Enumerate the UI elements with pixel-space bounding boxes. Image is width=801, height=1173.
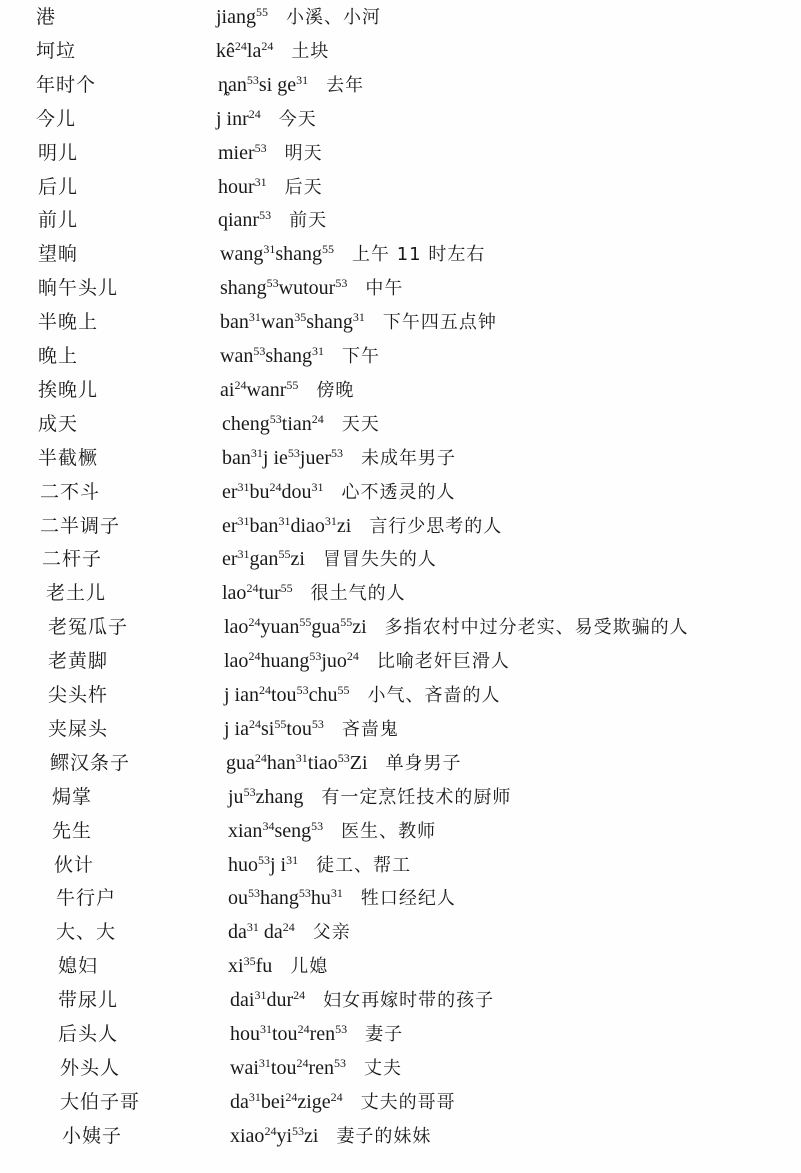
headword: 大、大 (56, 921, 117, 943)
syllable: tiao (307, 752, 338, 774)
entry-row (0, 238, 801, 271)
headword: 年时个 (36, 74, 97, 96)
tone-number: 53 (246, 73, 259, 87)
tone-number: 53 (311, 717, 324, 731)
syllable: chu (308, 684, 338, 706)
syllable: tou (272, 1023, 298, 1045)
syllable: ban (222, 447, 251, 469)
entry-row (0, 1120, 801, 1153)
entry-row (0, 577, 801, 610)
pronunciation (228, 781, 511, 814)
tone-number: 24 (248, 107, 261, 121)
tone-number: 53 (269, 412, 282, 426)
tone-number: 31 (237, 480, 250, 494)
pronunciation (216, 103, 317, 136)
syllable: lao (224, 616, 249, 638)
tone-number: 31 (330, 886, 343, 900)
pronunciation (228, 916, 351, 949)
headword: 二半调子 (40, 515, 121, 537)
pronunciation (222, 510, 502, 543)
headword: 鳏汉条子 (50, 752, 131, 774)
pronunciation (220, 306, 497, 339)
syllable: wutour (278, 277, 336, 299)
tone-number: 24 (264, 1124, 277, 1138)
tone-number: 31 (311, 480, 324, 494)
tone-number: 55 (280, 581, 293, 595)
syllable: yi (276, 1125, 292, 1147)
tone-number: 53 (335, 276, 348, 290)
gloss: 小溪、小河 (286, 7, 381, 28)
headword: 明儿 (38, 142, 79, 164)
tone-number: 53 (259, 208, 272, 222)
entry-row (0, 340, 801, 373)
syllable: shang (275, 243, 322, 265)
tone-number: 24 (269, 480, 282, 494)
tone-number: 24 (346, 649, 359, 663)
syllable: shang (220, 277, 267, 299)
gloss: 天天 (341, 414, 380, 435)
tone-number: 53 (287, 446, 300, 460)
entry-row (0, 747, 801, 780)
syllable: la (246, 40, 262, 62)
gloss: 冒冒失失的人 (322, 549, 437, 570)
tone-number: 24 (234, 378, 247, 392)
tone-number: 53 (258, 853, 270, 867)
gloss: 下午 (342, 346, 380, 367)
tone-number: 53 (334, 1056, 346, 1070)
syllable: er (222, 548, 238, 570)
syllable: kê (216, 40, 235, 62)
pronunciation (222, 408, 380, 441)
syllable: juer (299, 447, 331, 469)
tone-number: 53 (309, 649, 322, 663)
headword: 老黄脚 (48, 650, 109, 672)
gloss: 丈夫的哥哥 (360, 1092, 456, 1113)
entry-row (0, 882, 801, 915)
pronunciation (230, 1018, 403, 1051)
gloss: 父亲 (312, 922, 351, 943)
syllable: da (230, 1091, 249, 1113)
tone-number: 55 (256, 5, 268, 19)
pronunciation (228, 882, 456, 915)
syllable: han (266, 752, 296, 774)
syllable: shang (306, 311, 353, 333)
headword: 牛行户 (56, 887, 117, 909)
tone-number: 53 (266, 276, 279, 290)
gloss: 有一定烹饪技术的厨师 (321, 787, 512, 808)
tone-number: 31 (258, 1056, 271, 1070)
entry-row (0, 815, 801, 848)
entry-row (0, 1086, 801, 1119)
entry-row (0, 442, 801, 475)
headword: 港 (36, 6, 57, 28)
gloss: 心不透灵的人 (341, 482, 456, 503)
syllable: dai (230, 989, 255, 1011)
tone-number: 35 (294, 310, 307, 324)
syllable: si (261, 718, 275, 740)
tone-number: 24 (282, 920, 295, 934)
syllable: lao (222, 582, 247, 604)
entry-row (0, 543, 801, 576)
syllable: ban (220, 311, 249, 333)
entry-row (0, 69, 801, 102)
tone-number: 24 (234, 39, 247, 53)
entry-row (0, 408, 801, 441)
tone-number: 53 (335, 1022, 348, 1036)
syllable: juo (321, 650, 347, 672)
pronunciation (220, 340, 380, 373)
syllable: wan (220, 345, 254, 367)
tone-number: 24 (248, 615, 261, 629)
headword: 夹屎头 (48, 718, 109, 740)
syllable: ju (228, 786, 244, 808)
gloss: 明天 (284, 143, 323, 164)
pronunciation (230, 984, 494, 1017)
pronunciation (218, 171, 323, 204)
pronunciation (222, 577, 406, 610)
tone-number: 24 (246, 581, 259, 595)
tone-number: 35 (243, 954, 256, 968)
tone-number: 31 (260, 1022, 272, 1036)
pronunciation (218, 69, 364, 102)
headword: 二不斗 (40, 481, 101, 503)
headword: 大伯子哥 (60, 1091, 141, 1113)
tone-number: 24 (311, 412, 324, 426)
syllable: si (258, 74, 278, 96)
pronunciation (230, 1052, 402, 1085)
syllable: zhang (255, 786, 304, 808)
pronunciation (224, 611, 689, 644)
entry-row (0, 984, 801, 1017)
tone-number: 24 (296, 1056, 309, 1070)
headword: 小姨子 (62, 1125, 123, 1147)
pronunciation (216, 35, 329, 68)
headword: 半截橛 (38, 447, 99, 469)
tone-number: 31 (312, 344, 324, 358)
syllable: qianr (218, 209, 260, 231)
pronunciation (216, 1, 381, 34)
gloss: 言行少思考的人 (369, 516, 503, 537)
gloss: 去年 (326, 75, 365, 96)
headword: 伙计 (54, 854, 95, 876)
gloss: 妻子 (365, 1024, 404, 1045)
headword: 前儿 (38, 209, 79, 231)
syllable: dur (266, 989, 294, 1011)
headword: 晚上 (38, 345, 79, 367)
tone-number: 24 (297, 1022, 310, 1036)
syllable: huo (228, 854, 258, 876)
tone-number: 53 (298, 886, 311, 900)
headword: 外头人 (60, 1057, 121, 1079)
headword: 老土儿 (46, 582, 107, 604)
tone-number: 53 (254, 141, 267, 155)
syllable: zige (297, 1091, 331, 1113)
gloss: 比喻老奸巨滑人 (376, 651, 510, 672)
entry-row (0, 1018, 801, 1051)
entry-row (0, 272, 801, 305)
syllable: bei (260, 1091, 286, 1113)
headword: 带尿儿 (58, 989, 119, 1011)
syllable: wai (230, 1057, 259, 1079)
pronunciation (220, 272, 403, 305)
pronunciation (222, 442, 456, 475)
tone-number: 53 (248, 886, 260, 900)
headword: 老冤瓜子 (48, 616, 129, 638)
syllable: j ian (224, 684, 259, 706)
syllable: mier (218, 142, 255, 164)
tone-number: 55 (286, 378, 299, 392)
tone-number: 31 (263, 242, 276, 256)
headword: 望晌 (38, 243, 79, 265)
gloss: 前天 (289, 210, 328, 231)
tone-number: 31 (286, 853, 299, 867)
gloss: 丈夫 (364, 1058, 402, 1079)
tone-number: 24 (248, 649, 261, 663)
entry-row (0, 679, 801, 712)
gloss: 后天 (284, 177, 323, 198)
tone-number: 53 (292, 1124, 304, 1138)
gloss: 妻子的妹妹 (336, 1126, 432, 1147)
entry-row (0, 103, 801, 136)
syllable: bu (249, 481, 270, 503)
syllable: xian (228, 820, 263, 842)
tone-number: 24 (293, 988, 306, 1002)
syllable: ge (277, 74, 297, 96)
pronunciation (226, 747, 462, 780)
entry-row (0, 510, 801, 543)
entry-row (0, 849, 801, 882)
tone-number: 53 (337, 751, 350, 765)
headword: 成天 (38, 413, 79, 435)
gloss: 未成年男子 (360, 448, 456, 469)
tone-number: 55 (337, 683, 350, 697)
syllable: seng (274, 820, 312, 842)
tone-number: 55 (278, 547, 291, 561)
syllable: hou (230, 1023, 260, 1045)
tone-number: 24 (330, 1090, 343, 1104)
entry-row (0, 1, 801, 34)
tone-number: 55 (340, 615, 353, 629)
headword: 今儿 (36, 108, 77, 130)
syllable: wan (260, 311, 295, 333)
syllable: tou (270, 1057, 297, 1079)
headword: 先生 (52, 820, 93, 842)
headword: 后儿 (38, 176, 79, 198)
syllable: shang (265, 345, 312, 367)
entry-row (0, 204, 801, 237)
syllable: tur (258, 582, 281, 604)
gloss: 单身男子 (385, 753, 462, 774)
syllable: Zi (349, 752, 368, 774)
pronunciation (220, 238, 485, 271)
headword: 媳妇 (58, 955, 99, 977)
syllable: da (258, 921, 283, 943)
pronunciation (230, 1120, 431, 1153)
pronunciation (230, 1086, 456, 1119)
gloss: 多指农村中过分老实、易受欺骗的人 (384, 617, 689, 638)
gloss: 土块 (291, 41, 330, 62)
syllable: ou (228, 887, 248, 909)
tone-number: 53 (253, 344, 266, 358)
gloss: 儿媳 (290, 956, 329, 977)
syllable: ren (308, 1057, 334, 1079)
syllable: jiang (216, 6, 256, 28)
syllable: xi (228, 955, 244, 977)
tone-number: 31 (250, 446, 263, 460)
syllable: zi (304, 1125, 319, 1147)
syllable: gua (311, 616, 341, 638)
entry-row (0, 476, 801, 509)
gloss: 下午四五点钟 (382, 312, 497, 333)
tone-number: 53 (330, 446, 343, 460)
pronunciation (228, 950, 328, 983)
syllable: yuan (260, 616, 300, 638)
headword: 坷垃 (36, 40, 77, 62)
entry-row (0, 35, 801, 68)
entry-row (0, 137, 801, 170)
syllable: ren (309, 1023, 336, 1045)
pronunciation (222, 476, 456, 509)
entry-row (0, 916, 801, 949)
syllable: tou (271, 684, 297, 706)
syllable: er (222, 481, 238, 503)
gloss: 小气、吝啬的人 (367, 685, 501, 706)
syllable: ȵan (218, 74, 247, 96)
pronunciation (228, 849, 411, 882)
pronunciation (224, 679, 500, 712)
syllable: hu (310, 887, 331, 909)
entry-row (0, 950, 801, 983)
gloss: 傍晚 (316, 380, 355, 401)
tone-number: 24 (285, 1090, 298, 1104)
tone-number: 31 (278, 514, 291, 528)
gloss: 今天 (278, 109, 317, 130)
syllable: zi (290, 548, 305, 570)
pronunciation (222, 543, 437, 576)
tone-number: 24 (254, 751, 267, 765)
syllable: wang (220, 243, 264, 265)
syllable: ban (249, 515, 279, 537)
syllable: diao (290, 515, 325, 537)
entry-row (0, 645, 801, 678)
headword: 后头人 (58, 1023, 119, 1045)
syllable: cheng (222, 413, 270, 435)
pronunciation (220, 374, 354, 407)
gloss: 医生、教师 (341, 821, 437, 842)
syllable: fu (255, 955, 273, 977)
gloss: 妇女再嫁时带的孩子 (323, 990, 495, 1011)
tone-number: 34 (262, 819, 275, 833)
entry-row (0, 306, 801, 339)
tone-number: 31 (246, 920, 259, 934)
entry-row (0, 781, 801, 814)
entry-row (0, 611, 801, 644)
gloss: 上午 11 时左右 (352, 244, 486, 265)
gloss: 很土气的人 (310, 583, 406, 604)
syllable: lao (224, 650, 249, 672)
syllable: huang (260, 650, 310, 672)
tone-number: 31 (237, 547, 250, 561)
tone-number: 55 (274, 717, 287, 731)
tone-number: 53 (296, 683, 309, 697)
gloss: 徒工、帮工 (316, 855, 412, 876)
syllable: dou (281, 481, 312, 503)
syllable: da (228, 921, 247, 943)
tone-number: 31 (237, 514, 250, 528)
tone-number: 31 (248, 310, 261, 324)
syllable: j ie (262, 447, 288, 469)
gloss: 牲口经纪人 (360, 888, 456, 909)
entry-row (0, 1052, 801, 1085)
syllable: j inr (216, 108, 249, 130)
syllable: j i (270, 854, 287, 876)
tone-number: 55 (299, 615, 312, 629)
tone-number: 31 (324, 514, 337, 528)
pronunciation (228, 815, 436, 848)
tone-number: 24 (249, 717, 261, 731)
syllable: zi (352, 616, 367, 638)
syllable: gan (249, 548, 279, 570)
syllable: hour (218, 176, 255, 198)
headword: 尖头杵 (48, 684, 109, 706)
gloss: 吝啬鬼 (341, 719, 399, 740)
syllable: xiao (230, 1125, 265, 1147)
syllable: wanr (246, 379, 287, 401)
tone-number: 31 (296, 73, 309, 87)
syllable: tou (286, 718, 312, 740)
syllable: ai (220, 379, 235, 401)
tone-number: 31 (295, 751, 308, 765)
tone-number: 31 (254, 175, 267, 189)
headword: 挨晚儿 (38, 379, 99, 401)
entry-row (0, 713, 801, 746)
headword: 二杆子 (42, 548, 103, 570)
tone-number: 53 (311, 819, 324, 833)
pronunciation (218, 137, 323, 170)
syllable: j ia (224, 718, 249, 740)
gloss: 中午 (365, 278, 404, 299)
pronunciation (224, 645, 510, 678)
headword: 焗掌 (52, 786, 93, 808)
tone-number: 31 (254, 988, 267, 1002)
tone-number: 53 (243, 785, 256, 799)
pronunciation (218, 204, 327, 237)
headword: 半晚上 (38, 311, 99, 333)
syllable: hang (260, 887, 299, 909)
tone-number: 31 (352, 310, 365, 324)
headword: 晌午头儿 (38, 277, 119, 299)
syllable: er (222, 515, 238, 537)
syllable: gua (226, 752, 255, 774)
tone-number: 31 (248, 1090, 261, 1104)
entry-row (0, 374, 801, 407)
tone-number: 55 (322, 242, 334, 256)
pronunciation (224, 713, 399, 746)
entry-row (0, 171, 801, 204)
syllable: zi (336, 515, 352, 537)
syllable: tian (281, 413, 312, 435)
tone-number: 24 (259, 683, 271, 697)
tone-number: 24 (261, 39, 274, 53)
